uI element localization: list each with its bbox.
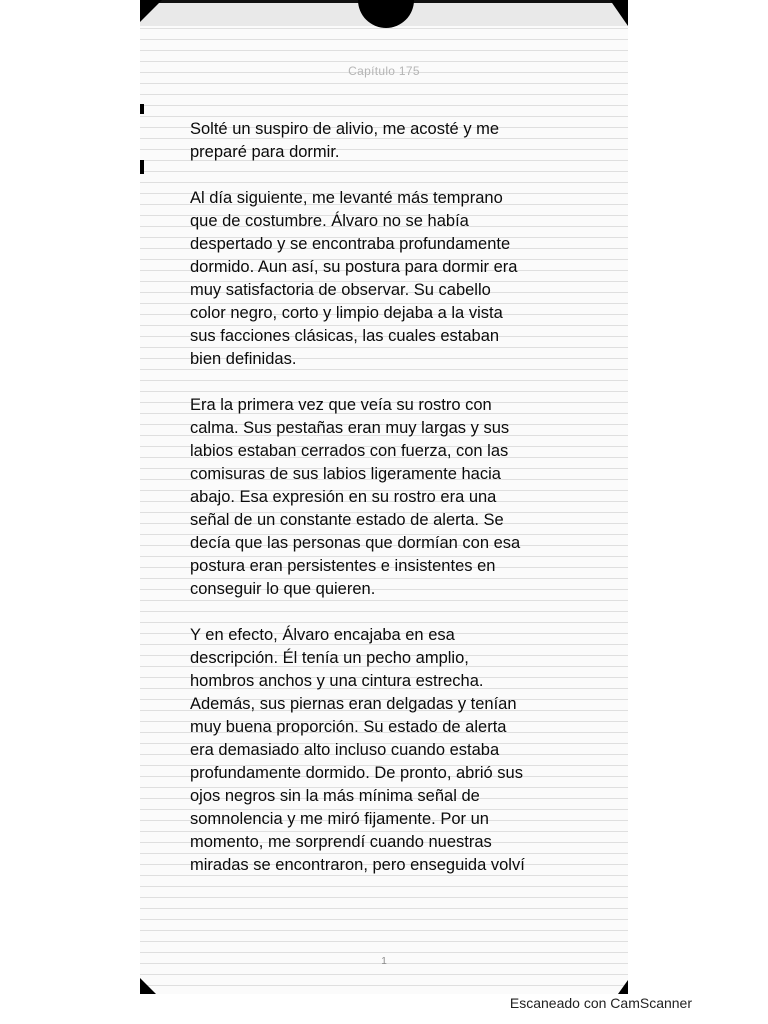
- paragraph: Al día siguiente, me levanté más temprano que de costumbre. Álvaro no se había despertado y se encontraba profundamente dormido. Aun así, su postura para dormir era muy satisfactoria de observar. Su cabello color negro, corto y limpio dejaba a la vista sus facciones clásicas, las cuales estaban bien definidas.: [190, 189, 518, 368]
- paragraph: Y en efecto, Álvaro encajaba en esa descripción. Él tenía un pecho amplio, hombros anchos y una cintura estrecha. Además, sus piernas eran delgadas y tenían muy buena proporción. Su estado de alerta era demasiado alto incluso cuando estaba profundamente dormido. De pronto, abrió sus ojos negros sin la más mínima señal de somnolencia y me miró fijamente. Por un momento, me sorprendí cuando nuestras miradas se encontraron, pero enseguida volví: [190, 626, 525, 874]
- page-number: 1: [381, 956, 387, 967]
- edge-mark: [140, 160, 144, 174]
- corner-shadow-bottom-right: [618, 980, 628, 994]
- corner-shadow-top-right: [610, 0, 628, 26]
- corner-shadow-bottom-left: [140, 978, 156, 994]
- edge-mark: [140, 104, 144, 114]
- scanned-page: [140, 0, 628, 994]
- paragraph: Era la primera vez que veía su rostro con calma. Sus pestañas eran muy largas y sus labios estaban cerrados con fuerza, con las comisuras de sus labios ligeramente hacia abajo. Esa expresión en su rostro era una señal de un constante estado de alerta. Se decía que las personas que dormían con esa postura eran persistentes e insistentes en conseguir lo que quieren.: [190, 396, 521, 598]
- paragraph: Solté un suspiro de alivio, me acosté y me preparé para dormir.: [190, 120, 500, 161]
- scanner-watermark: Escaneado con CamScanner: [509, 995, 692, 1011]
- chapter-header: Capítulo 175: [348, 64, 420, 78]
- body-text: [190, 118, 615, 900]
- corner-shadow-top-left: [140, 0, 162, 22]
